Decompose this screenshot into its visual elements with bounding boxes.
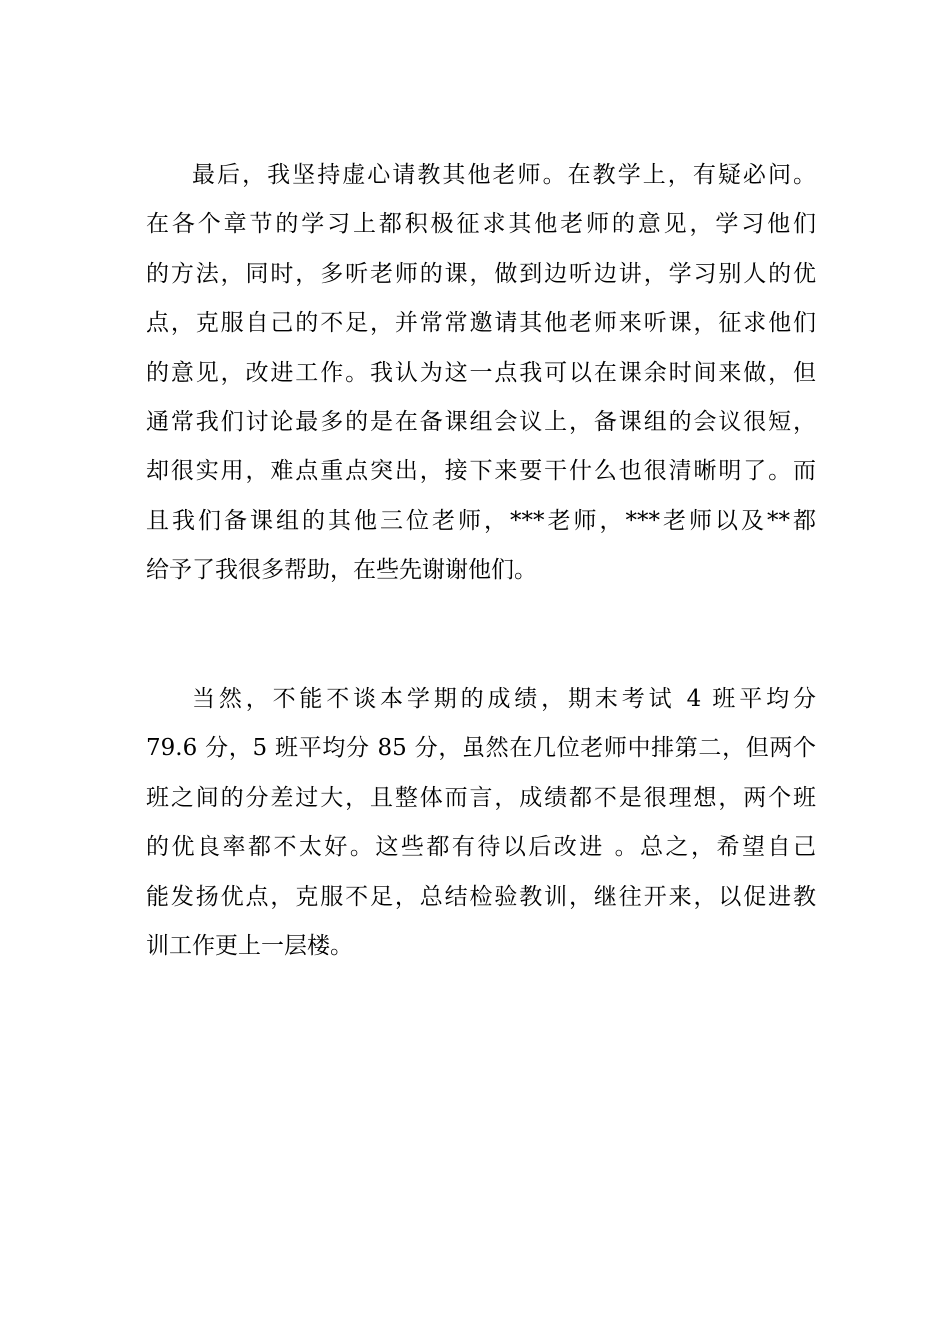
paragraph-2 <box>146 675 816 971</box>
paragraph-line: 给予了我很多帮助，在些先谢谢他们。 <box>146 557 537 584</box>
paragraph-line: 点，克服自己的不足，并常常邀请其他老师来听课，征求他们 <box>146 310 816 337</box>
paragraph-1 <box>146 151 816 596</box>
paragraph-line: 的优良率都不太好。这些都有待以后改进 。总之，希望自己 <box>146 834 816 861</box>
paragraph-line: 班之间的分差过大，且整体而言，成绩都不是很理想，两个班 <box>146 784 816 811</box>
paragraph-line: 79.6 分，5 班平均分 85 分，虽然在几位老师中排第二，但两个 <box>146 735 816 762</box>
paragraph-line: 且我们备课组的其他三位老师，***老师，***老师以及**都 <box>146 507 816 534</box>
paragraph-line: 的意见，改进工作。我认为这一点我可以在课余时间来做，但 <box>146 359 816 386</box>
paragraph-line: 最后，我坚持虚心请教其他老师。在教学上，有疑必问。 <box>192 162 816 188</box>
paragraph-line: 通常我们讨论最多的是在备课组会议上，备课组的会议很短， <box>146 408 816 435</box>
paragraph-line: 当然，不能不谈本学期的成绩，期末考试 4 班平均分 <box>192 686 816 712</box>
paragraph-line: 训工作更上一层楼。 <box>146 932 353 959</box>
paragraph-line: 却很实用，难点重点突出，接下来要干什么也很清晰明了。而 <box>146 458 816 485</box>
paragraph-line: 在各个章节的学习上都积极征求其他老师的意见，学习他们 <box>146 211 816 238</box>
paragraph-line: 的方法，同时，多听老师的课，做到边听边讲，学习别人的优 <box>146 260 816 287</box>
paragraph-line: 能发扬优点，克服不足，总结检验教训，继往开来，以促进教 <box>146 883 816 910</box>
